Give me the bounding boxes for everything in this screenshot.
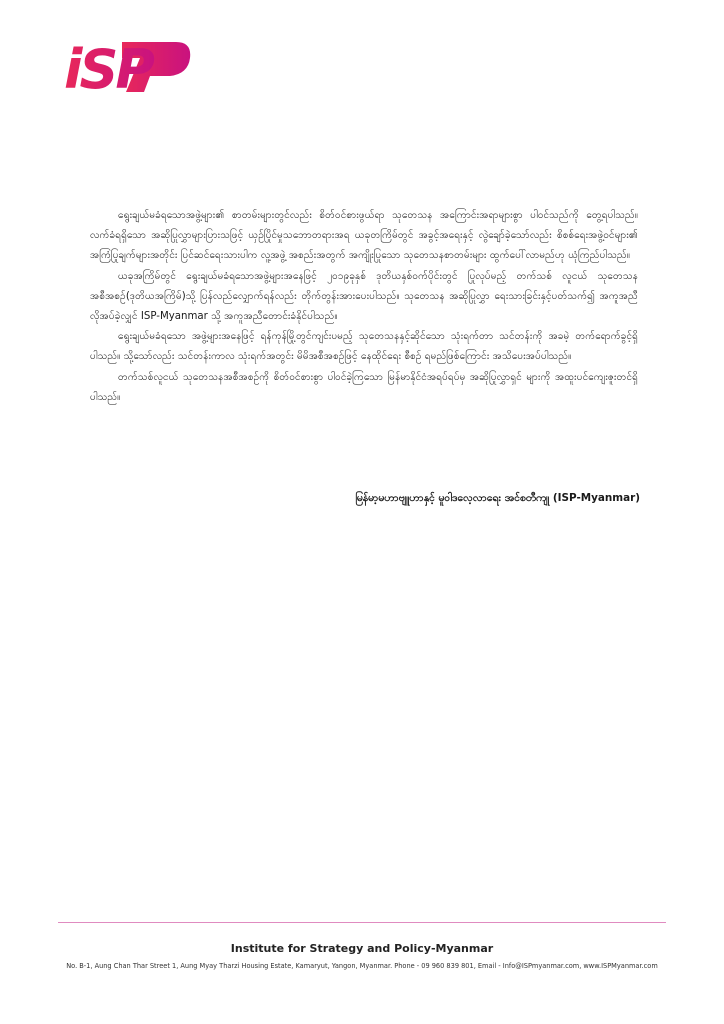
paragraph-3: ရွေးချယ်မခံရသော အဖွဲ့များအနေဖြင့် ရန်ကုန်မြို့တွင်ကျင်းပမည့် သုတေသနနှင့်ဆိုင်သော သုံးရက်တာ သင်တန်းကို အခမဲ့ တက်ရောက်ခွင့်ရှိပါသည်။ သို့သော်လည်း သင်တန်းကာလ သုံးရက်အတွင်း မိမိအစီအစဉ်ဖြင့် နေထိုင်ရေး စီစဉ် ရမည်ဖြစ်ကြောင်း အသိပေးအပ်ပါသည်။ [90, 331, 638, 363]
logo-text: iSP [64, 38, 152, 98]
signature-line: မြန်မာ့မဟာဗျူဟာနှင့် မူဝါဒလေ့လာရေး အင်စတီကျု (ISP-Myanmar) [355, 492, 640, 504]
paragraph-1: ရွေးချယ်မခံရသောအဖွဲ့များ၏ စာတမ်းများတွင်လည်း စိတ်ဝင်စားဖွယ်ရာ သုတေသန အကြောင်းအရာများစွာ ပါဝင်သည်ကို တွေ့ရပါသည်။ လက်ခံရရှိသော အဆိုပြုလွှာများပြားသဖြင့် ယှဉ်ပြိုင်မှုသဘောတရားအရ ယခုတကြိမ်တွင် အခွင့်အရေးနှင့် လွဲချော်ခဲ့သော်လည်း စိစစ်ရေးအဖွဲ့ဝင်များ၏ အကြံပြုချက်များအတိုင်း ပြင်ဆင်ရေးသားပါက လူ့အဖွဲ့ အစည်းအတွက် အကျိုးပြုသော သုတေသနစာတမ်းများ ထွက်ပေါ်လာမည်ဟု ယုံကြည်ပါသည်။ [90, 210, 638, 262]
letter-body [90, 206, 638, 408]
isp-logo [64, 36, 194, 98]
footer-divider [58, 922, 666, 923]
paragraph-2: ယခုအကြိမ်တွင် ရွေးချယ်မခံရသောအဖွဲ့များအနေဖြင့် ၂၀၁၉ခုနှစ် ဒုတိယနှစ်ဝက်ပိုင်းတွင် ပြုလုပ်မည့် တက်သစ် လူငယ် သုတေသနအစီအစဉ်(ဒုတိယအကြိမ်)သို့ ပြန်လည်လျှောက်ရန်လည်း တိုက်တွန်းအားပေးပါသည်။ သုတေသန အဆိုပြုလွှာ ရေးသားခြင်းနှင့်ပတ်သက်၍ အကူအညီ လိုအပ်ခဲ့လျှင် ISP-Myanmar သို့ အကူအညီတောင်းခံနိုင်ပါသည်။ [90, 270, 638, 323]
footer-institute-name: Institute for Strategy and Policy-Myanmar [230, 942, 494, 955]
footer-contact-address: No. B-1, Aung Chan Thar Street 1, Aung Myay Tharzi Housing Estate, Kamaryut, Yangon, Myanmar. Phone - 09 960 839 801, Email - Info@ISPmyanmar.com, www.ISPMyanmar.com [66, 962, 658, 970]
paragraph-4: တက်သစ်လူငယ် သုတေသနအစီအစဉ်ကို စိတ်ဝင်စားစွာ ပါဝင်ခဲ့ကြသော မြန်မာနိုင်ငံအရပ်ရပ်မှ အဆိုပြုလွှာရှင် များကို အထူးပင်ကျေးဇူးတင်ရှိပါသည်။ [90, 371, 638, 403]
